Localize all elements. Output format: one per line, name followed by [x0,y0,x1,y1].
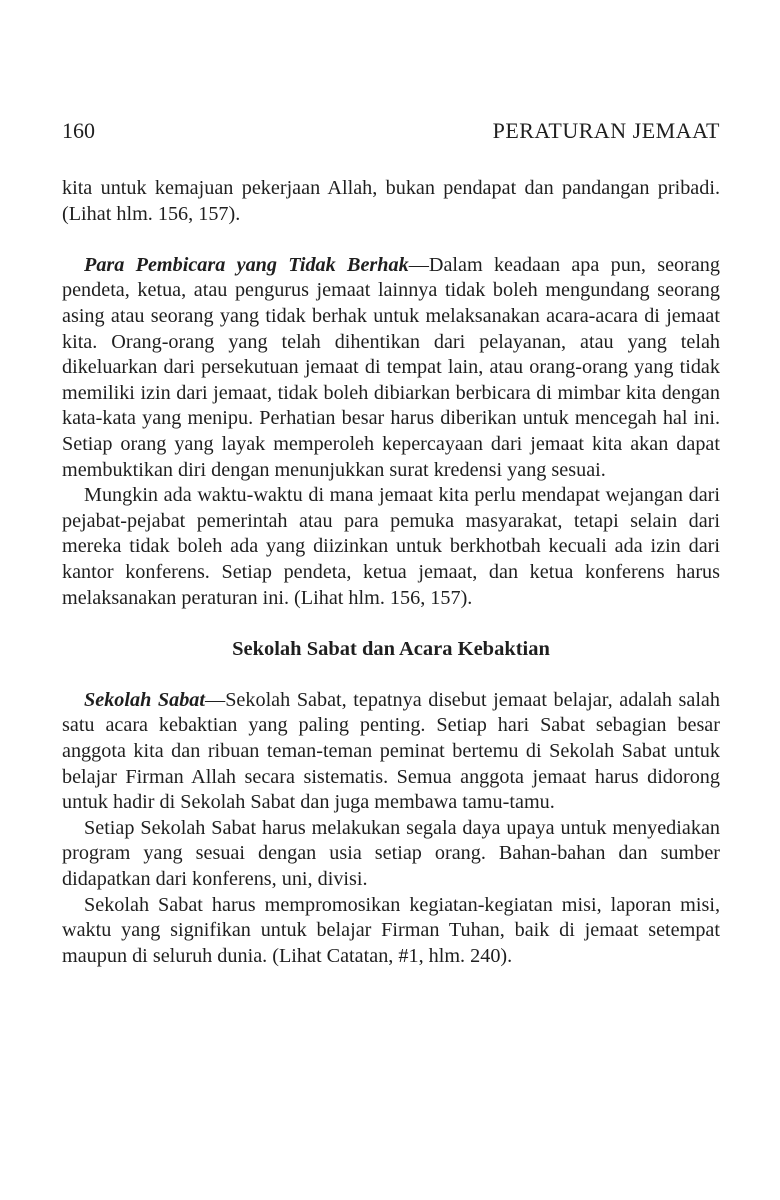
paragraph-text: —Dalam keadaan apa pun, seorang pendeta, ketua, atau pengurus jemaat lainnya tidak boleh mengundang seorang asing atau seorang yang tidak berhak untuk melaksanakan acara-acara di jemaat kita. Orang-orang yang telah dihentikan dari pelayanan, atau yang telah dikeluarkan dari persekutuan jemaat di tempat lain, atau orang-orang yang tidak memiliki izin dari jemaat, tidak boleh dibiarkan berbicara di mimbar kita dengan kata-kata yang menipu. Perhatian besar harus diberikan untuk mencegah hal ini. Setiap orang yang layak memperoleh kepercayaan dari jemaat kita akan dapat membuktikan diri dengan menunjukkan surat kredensi yang sesuai. [62,253,720,481]
section-heading: Sekolah Sabat dan Acara Kebaktian [232,637,550,660]
paragraph-age-programs: Setiap Sekolah Sabat harus melakukan segala daya upaya untuk menyediakan program yang sesuai dengan usia setiap orang. Bahan-bahan dan sumber didapatkan dari konferens, uni, divisi. [62,816,720,891]
body-text [62,176,720,969]
paragraph-unauthorized-speakers [62,253,720,483]
running-title: PERATURAN JEMAAT [492,118,720,143]
page-number: 160 [62,118,95,143]
paragraph-text: —Sekolah Sabat, tepatnya disebut jemaat belajar, adalah salah satu acara kebaktian yang paling penting. Setiap hari Sabat sebagian besar anggota kita dan ribuan teman-teman peminat bertemu di Sekolah Sabat untuk belajar Firman Allah secara sistematis. Semua anggota jemaat harus didorong untuk hadir di Sekolah Sabat dan juga membawa tamu-tamu. [62,688,720,814]
runin-heading-sabbath-school: Sekolah Sabat [84,688,206,711]
paragraph-government-officials: Mungkin ada waktu-waktu di mana jemaat kita perlu mendapat wejangan dari pejabat-pejabat pemerintah atau para pemuka masyarakat, tetapi selain dari mereka tidak boleh ada yang diizinkan untuk berkhotbah kecuali ada izin dari kantor konferens. Setiap pendeta, ketua jemaat, dan ketua konferens harus melaksanakan peraturan ini. (Lihat hlm. 156, 157). [62,484,720,609]
runin-heading-unauthorized-speakers: Para Pembicara yang Tidak Berhak [84,253,409,276]
paragraph-continued: kita untuk kemajuan pekerjaan Allah, bukan pendapat dan pandangan pribadi. (Lihat hlm. 156, 157). [62,177,720,225]
running-head [62,116,720,146]
paragraph-mission-promotion: Sekolah Sabat harus mempromosikan kegiatan-kegiatan misi, laporan misi, waktu yang signifikan untuk belajar Firman Tuhan, baik di jemaat setempat maupun di seluruh dunia. (Lihat Catatan, #1, hlm. 240). [62,893,720,967]
paragraph-sabbath-school [62,688,720,816]
